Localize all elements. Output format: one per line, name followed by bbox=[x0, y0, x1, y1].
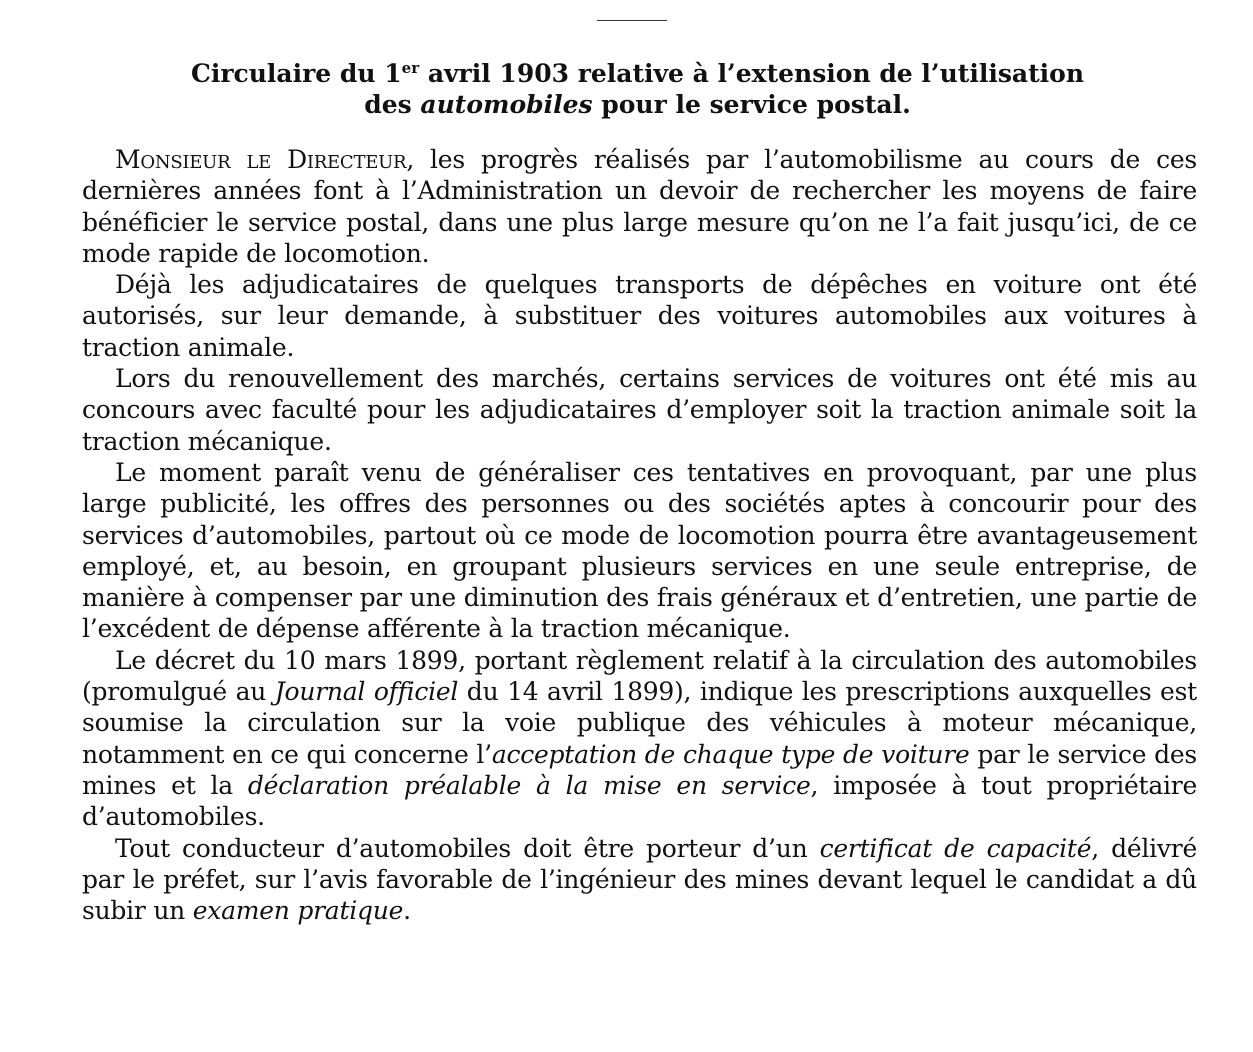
title-line-2 bbox=[80, 89, 1195, 120]
paragraph-6-italic-2: examen pratique bbox=[192, 896, 404, 926]
paragraph-5-italic-3: déclaration préalable à la mise en service bbox=[247, 770, 811, 800]
paragraph-3-text: Lors du renouvellement des marchés, certains services de voitures ont été mis au concours avec faculté pour les adjudicataires d’employer soit la traction animale soit la traction mécanique. bbox=[82, 364, 1197, 456]
paragraph-5-text-3: par le service des mines et la bbox=[82, 739, 1197, 800]
salutation: Monsieur le Directeur bbox=[115, 145, 407, 174]
paragraph-5-italic-1: Journal officiel bbox=[274, 677, 459, 707]
page-title bbox=[80, 58, 1195, 120]
paragraph-2 bbox=[82, 269, 1197, 363]
paragraph-5-text-2: du 14 avril 1899), indique les prescriptions auxquelles est soumise la circulation sur la voie publique des véhicules à moteur mécanique, notamment en ce qui concerne l’ bbox=[82, 677, 1197, 769]
paragraph-5-text-4: , imposée à tout propriétaire d’automobiles. bbox=[82, 770, 1197, 832]
paragraph-2-text: Déjà les adjudicataires de quelques transports de dépêches en voiture ont été autorisés, sur leur demande, à substituer des voitures automobiles aux voitures à traction animale. bbox=[82, 270, 1197, 362]
title-line-1-end: avril 1903 relative à l’extension de l’utilisation bbox=[419, 59, 1085, 88]
title-italic-word: automobiles bbox=[420, 90, 593, 119]
top-rule bbox=[597, 20, 667, 21]
paragraph-6-italic-1: certificat de capacité bbox=[819, 833, 1092, 863]
circular-body bbox=[82, 144, 1197, 926]
paragraph-4 bbox=[82, 457, 1197, 645]
title-line-1 bbox=[80, 58, 1195, 89]
paragraph-6-text-2: , délivré par le préfet, sur l’avis favorable de l’ingénieur des mines devant lequel le candidat a dû subir un bbox=[82, 833, 1197, 926]
paragraph-1 bbox=[82, 144, 1197, 269]
paragraph-5 bbox=[82, 645, 1197, 833]
title-line-2-end: pour le service postal. bbox=[592, 90, 911, 119]
paragraph-6-text-1: Tout conducteur d’automobiles doit être porteur d’un bbox=[115, 833, 820, 863]
title-line-1-start: Circulaire du 1 bbox=[190, 59, 402, 88]
paragraph-1-text: , les progrès réalisés par l’automobilisme au cours de ces dernières années font à l’Administration un devoir de rechercher les moyens de faire bénéficier le service postal, dans une plus large mesure qu’on ne l’a fait jusqu’ici, de ce mode rapide de locomotion. bbox=[82, 145, 1197, 268]
paragraph-3 bbox=[82, 363, 1197, 457]
paragraph-5-italic-2: acceptation de chaque type de voiture bbox=[491, 739, 970, 769]
title-superscript: er bbox=[401, 59, 420, 77]
title-line-2-start: des bbox=[364, 90, 421, 119]
paragraph-4-text: Le moment paraît venu de généraliser ces tentatives en provoquant, par une plus large publicité, les offres des personnes ou des sociétés aptes à concourir pour des services d’automobiles, partout où ce mode de locomotion pourra être avantageusement employé, et, au besoin, en groupant plusieurs services en une seule entreprise, de manière à compenser par une diminution des frais généraux et d’entretien, une partie de l’excédent de dépense afférente à la traction mécanique. bbox=[82, 457, 1197, 644]
paragraph-5-text-1: Le décret du 10 mars 1899, portant règlement relatif à la circulation des automobiles (promulgué au bbox=[82, 645, 1197, 707]
paragraph-6 bbox=[82, 833, 1197, 927]
paragraph-6-text-3: . bbox=[403, 896, 411, 926]
